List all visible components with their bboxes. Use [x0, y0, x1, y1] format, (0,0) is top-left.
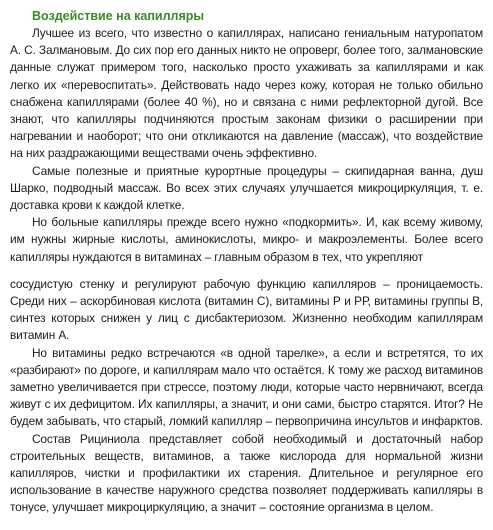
paragraph-nutrition: Но больные капилляры прежде всего нужно «подкормить». И, как всему живому, им нужны жирные кислоты, аминокислоты, микро- и макроэлементы. Более всего капилляры нуждаются в витаминах – главным образом в тех, что укрепляют [10, 215, 483, 264]
paragraph-procedures: Самые полезные и приятные курортные процедуры – скипидарная ванна, душ Шарко, подводный массаж. Во всех этих случаях улучшается микроциркуляция, т. е. доставка крови к каждой клетке. [10, 163, 483, 213]
paragraph-nutrition-continued: сосудистую стенку и регулируют рабочую функцию капилляров – проницаемость. Среди них – аскорбиновая кислота (витамин С), витамины Р и РР, витамины группы В, синтез которых снижен у лиц с дисбактериозом. Жизненно необходим капиллярам витамин А. [10, 276, 483, 343]
paragraph-vitamins: Но витамины редко встречаются «в одной тарелке», а если и встретятся, то их «разбирают» по дороге, и капиллярам мало что остаётся. К тому же расход витаминов заметно увеличивается при стрессе, поэтому люди, которые часто нервничают, всегда живут с их дефицитом. Их капилляры, а значит, и они сами, быстро старятся. Итог? Не будем забывать, что старый, ломкий капилляр – первопричина инсультов и инфарктов. [10, 345, 483, 429]
article-heading: Воздействие на капилляры [32, 9, 205, 23]
paragraph-ricinol: Состав Рициниола представляет собой необходимый и достаточный набор строительных веществ, витаминов, а также кислорода для нормальной жизни капилляров, чистки и профилактики их старения. Длительное и регулярное его использование в качестве наружного средства позволяет поддерживать капилляры в тонусе, улучшает микроциркуляцию, а значит – состояние организма в целом. [10, 431, 483, 515]
paragraph-zalmanov: Лучшее из всего, что известно о капиллярах, написано гениальным натуропатом А. С. Залмановым. До сих пор его данных никто не опроверг, более того, залмановские данные служат примером того, насколько просто ухаживать за капиллярами и как легко их «перевоспитать». Действовать надо через кожу, которая не только обильно снабжена капиллярами (более 40 %), но и связана с ними рефлекторной дугой. Все знают, что капилляры подчиняются простым законам физики о расширении при нагревании и наоборот; что они откликаются на давление (массаж), что воздействие на них раздражающими веществами очень эффективно. [10, 26, 483, 161]
